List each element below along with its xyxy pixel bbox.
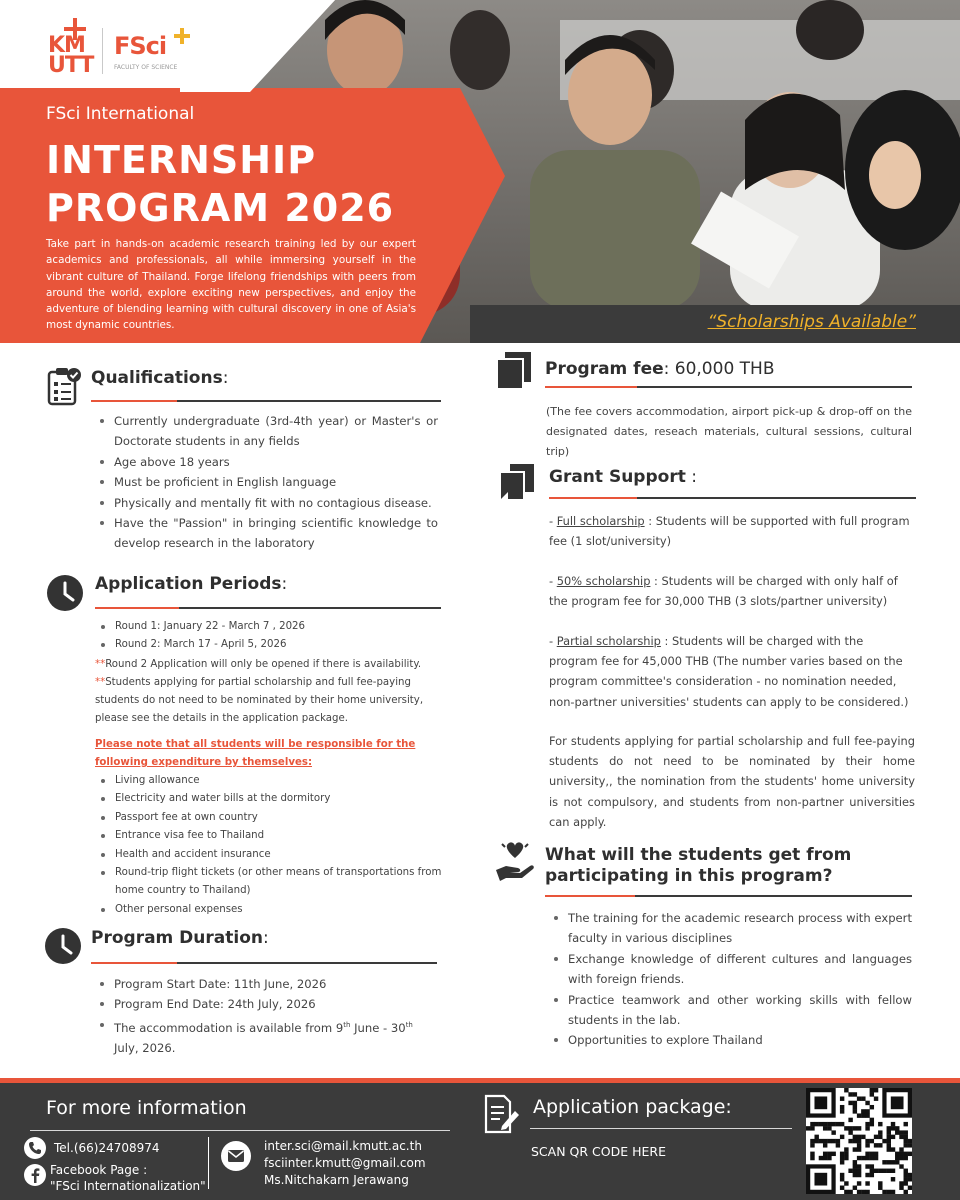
benefits-list <box>550 908 912 1051</box>
logo-kmutt-text: KM UTT <box>48 33 94 78</box>
footer-accent-bar <box>0 1078 960 1083</box>
partial-scholarship-item <box>549 631 915 712</box>
facebook-page-link[interactable]: "FSci Internationalization" <box>50 1179 206 1193</box>
list-item: Entrance visa fee to Thailand <box>97 827 457 845</box>
application-periods-rule <box>95 607 441 609</box>
phone-icon <box>24 1137 46 1159</box>
item-dash: - <box>549 574 557 588</box>
qualifications-title-text: Qualifications <box>91 368 223 388</box>
list-item <box>96 1015 438 1059</box>
note-text: Round 2 Application will only be opened if there is availability. <box>105 659 422 670</box>
list-item: Health and accident insurance <box>97 846 457 864</box>
grant-support-rule <box>549 497 916 499</box>
list-item: Age above 18 years <box>96 452 438 472</box>
program-duration-colon: : <box>262 928 269 948</box>
item-dash: - <box>549 634 557 648</box>
grant-support-colon: : <box>685 467 697 487</box>
logo-kmutt-fsci <box>44 14 204 78</box>
accommodation-sup: th <box>343 1020 351 1029</box>
documents-icon <box>498 464 536 502</box>
hero-title-line1: INTERNSHIP <box>46 138 317 182</box>
hero-banner <box>0 0 960 343</box>
qualifications-rule <box>91 400 441 402</box>
email-icon <box>221 1141 251 1171</box>
grant-support-title-text: Grant Support <box>549 467 686 487</box>
benefits-title <box>545 845 851 887</box>
full-scholarship-item <box>549 511 915 551</box>
half-scholarship-item <box>549 571 915 611</box>
logo-fsci-text: FSci <box>114 32 167 60</box>
list-item: Living allowance <box>97 772 457 790</box>
full-scholarship-text: : Students will be supported with full program fee (1 slot/university) <box>549 514 910 549</box>
logo-separator <box>102 28 103 74</box>
note-asterisk: ** <box>95 677 106 688</box>
partial-scholarship-label: Partial scholarship <box>556 634 661 648</box>
note-asterisk: ** <box>95 659 106 670</box>
nomination-note <box>95 674 457 728</box>
half-scholarship-label: 50% scholarship <box>556 574 651 588</box>
list-item: Practice teamwork and other working skills with fellow students in the lab. <box>550 990 912 1031</box>
duration-list <box>96 974 438 1058</box>
facebook-label: Facebook Page : <box>50 1163 148 1177</box>
benefits-rule <box>545 895 912 897</box>
rounds-list <box>97 618 457 655</box>
program-fee-rule <box>545 386 912 388</box>
qualifications-colon: : <box>222 368 229 388</box>
partial-scholarship-text: : Students will be charged with the program fee for 45,000 THB (The number varies based on the program committee's consideration - no nomination needed, non-partner universities' students can apply to be considered.) <box>549 634 909 709</box>
program-duration-title <box>91 928 269 948</box>
list-item: Other personal expenses <box>97 901 457 919</box>
scholarship-banner: “Scholarships Available” <box>707 312 916 332</box>
list-item: Electricity and water bills at the dormitory <box>97 790 457 808</box>
fsci-plus-icon <box>174 28 190 44</box>
benefits-title-line2: participating in this program? <box>545 866 833 886</box>
list-item: Exchange knowledge of different cultures and languages with foreign friends. <box>550 949 912 990</box>
email-secondary[interactable]: fsciinter.kmutt@gmail.com <box>264 1156 426 1170</box>
scan-qr-text: SCAN QR CODE HERE <box>531 1144 666 1159</box>
email-primary[interactable]: inter.sci@mail.kmutt.ac.th <box>264 1139 422 1153</box>
program-fee-label: Program fee <box>545 359 664 379</box>
accommodation-text: July, 2026. <box>114 1041 176 1056</box>
grant-support-title <box>549 467 697 487</box>
qr-code[interactable] <box>806 1088 912 1194</box>
list-item: Currently undergraduate (3rd-4th year) or Master's or Doctorate students in any fields <box>96 411 438 452</box>
list-item: Program End Date: 24th July, 2026 <box>96 994 438 1014</box>
clock-icon <box>44 927 82 965</box>
program-fee-amount: : 60,000 THB <box>663 359 775 379</box>
program-duration-title-text: Program Duration <box>91 928 263 948</box>
program-fee-description: (The fee covers accommodation, airport pick-up & drop-off on the designated dates, reseach materials, cultural sessions, cultural trip) <box>546 405 912 459</box>
list-item: Round 1: January 22 - March 7 , 2026 <box>97 618 457 636</box>
item-dash: - <box>549 514 557 528</box>
half-scholarship-text: : Students will be charged with only half of the program fee for 30,000 THB (3 slots/partner university) <box>549 574 898 609</box>
note-text: Students applying for partial scholarship and full fee-paying students do not need to be nominated by their home university, please see the details in the application package. <box>95 677 424 724</box>
program-duration-rule <box>91 962 437 964</box>
clock-icon <box>46 574 84 612</box>
facebook-icon <box>24 1164 46 1186</box>
accommodation-sup: th <box>405 1020 413 1029</box>
heart-hand-icon <box>494 840 536 882</box>
list-item: Program Start Date: 11th June, 2026 <box>96 974 438 994</box>
full-scholarship-label: Full scholarship <box>556 514 645 528</box>
program-fee-title <box>545 359 775 379</box>
expenditure-warning: Please note that all students will be responsible for the following expenditure by themselves: <box>95 739 416 768</box>
hero-title <box>46 136 394 232</box>
list-item: Opportunities to explore Thailand <box>550 1030 912 1050</box>
application-periods-title <box>95 574 287 594</box>
hero-description: Take part in hands-on academic research training led by our expert academics and professionals, all while immersing yourself in the vibrant culture of Thailand. Forge lifelong friendships with peers from around the world, explore exciting new perspectives, and enjoy the adventure of blending learning with cultural discovery in one of Asia's most dynamic countries. <box>46 238 416 332</box>
application-periods-title-text: Application Periods <box>95 574 282 594</box>
more-info-rule <box>30 1130 450 1131</box>
footer-divider <box>208 1137 209 1189</box>
list-item: Must be proficient in English language <box>96 472 438 492</box>
list-item: Passport fee at own country <box>97 809 457 827</box>
list-item: The training for the academic research process with expert faculty in various disciplines <box>550 908 912 949</box>
document-stack-icon <box>496 352 532 390</box>
round2-note <box>95 656 457 674</box>
checklist-icon <box>46 366 82 406</box>
list-item: Round-trip flight tickets (or other means of transportations from home country to Thailand) <box>97 864 457 901</box>
phone-number[interactable]: Tel.(66)24708974 <box>54 1141 160 1155</box>
list-item: Round 2: March 17 - April 5, 2026 <box>97 636 457 654</box>
hero-subtitle: FSci International <box>46 104 195 124</box>
application-package-title: Application package: <box>533 1096 732 1118</box>
benefits-title-line1: What will the students get from <box>545 845 852 865</box>
qualifications-title <box>91 368 228 388</box>
accommodation-text: The accommodation is available from 9 <box>114 1020 344 1035</box>
more-info-title: For more information <box>46 1097 247 1119</box>
contact-name: Ms.Nitchakarn Jerawang <box>264 1173 409 1187</box>
logo-fsci-subtitle: FACULTY OF SCIENCE <box>114 64 178 71</box>
hero-title-line2: PROGRAM 2026 <box>46 186 395 230</box>
form-pen-icon <box>482 1094 520 1134</box>
expenses-list <box>97 772 457 919</box>
list-item: Physically and mentally fit with no contagious disease. <box>96 493 438 513</box>
application-package-rule <box>530 1128 792 1129</box>
qualifications-list <box>96 411 438 554</box>
application-periods-colon: : <box>281 574 288 594</box>
nomination-paragraph: For students applying for partial scholarship and full fee-paying students do not need to be nominated by their home university,, the nomination from the students' home university is not compulsory, and students from non-partner universities can apply. <box>549 734 915 829</box>
list-item: Have the "Passion" in bringing scientific knowledge to develop research in the laboratory <box>96 513 438 554</box>
accommodation-text: June - 30 <box>350 1020 406 1035</box>
